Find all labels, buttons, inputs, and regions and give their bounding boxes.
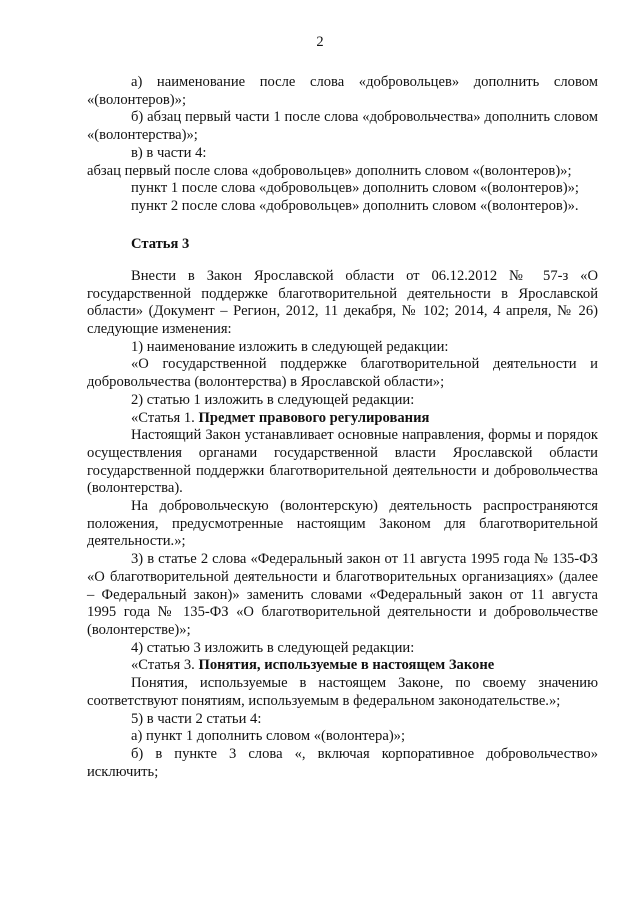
paragraph-item-3: 3) в статье 2 слова «Федеральный закон от 11 августа 1995 года № 135-ФЗ «О благотворительной деятельности и благотворительных организациях» (далее – Федеральный закон)» заменить словами «Федеральный закон от 11 августа 1995 года № 135-ФЗ «О благотворительной деятельности и добровольчестве (волонтерстве)»; (87, 551, 598, 638)
paragraph-item-1: 1) наименование изложить в следующей редакции: (131, 338, 449, 355)
paragraph-amend-a: а) наименование после слова «добровольцев» дополнить словом «(волонтеров)»; (87, 74, 598, 108)
article-3-heading: Статья 3 (131, 235, 190, 252)
paragraph-punkt-2: пункт 2 после слова «добровольцев» дополнить словом «(волонтеров)». (131, 197, 579, 214)
paragraph-article-1-text: Настоящий Закон устанавливает основные направления, формы и порядок осуществления органами государственной власти Ярославской области государственной поддержки благотворительной деятельности и добровольчества (волонтерства). (87, 427, 598, 497)
paragraph-amend-b: б) абзац первый части 1 после слова «добровольчества» дополнить словом «(волонтерства)»; (87, 109, 598, 144)
article-1-name: Предмет правового регулирования (198, 409, 430, 426)
paragraph-item-5: 5) в части 2 статьи 4: (131, 710, 262, 727)
article-3-label: «Статья 3. (131, 657, 199, 674)
paragraph-amend-v: в) в части 4: (131, 144, 207, 161)
paragraph-first-abzac: абзац первый после слова «добровольцев» дополнить словом «(волонтеров)»; (87, 162, 572, 179)
paragraph-item-2: 2) статью 1 изложить в следующей редакции: (131, 391, 415, 408)
document-body (87, 74, 598, 781)
article-1-label: «Статья 1. (131, 409, 199, 426)
paragraph-item-4: 4) статью 3 изложить в следующей редакции: (131, 639, 415, 656)
paragraph-new-title: «О государственной поддержке благотворительной деятельности и добровольчества (волонтерства) в Ярославской области»; (87, 356, 598, 391)
paragraph-article-1-volunteer: На добровольческую (волонтерскую) деятельность распространяются положения, предусмотренные настоящим Законом для благотворительной деятельности.»; (87, 498, 598, 550)
article-1-title (87, 410, 598, 428)
paragraph-article-3-text: Понятия, используемые в настоящем Законе, по своему значению соответствуют понятиям, используемым в федеральном законодательстве.»; (87, 675, 598, 709)
paragraph-item-5-b: б) в пункте 3 слова «, включая корпоративное добровольчество» исключить; (87, 745, 598, 780)
paragraph-punkt-1: пункт 1 после слова «добровольцев» дополнить словом «(волонтеров)»; (131, 180, 579, 197)
paragraph-intro: Внести в Закон Ярославской области от 06.12.2012 № 57-з «О государственной поддержке благотворительной деятельности в Ярославской области» (Документ – Регион, 2012, 11 декабря, № 102; 2014, 4 апреля, № 26) следующие изменения: (87, 267, 598, 338)
paragraph-item-5-a: а) пункт 1 дополнить словом «(волонтера)»; (131, 728, 406, 745)
article-3-title (87, 657, 598, 675)
article-3-name: Понятия, используемые в настоящем Законе (198, 657, 495, 674)
page-number: 2 (316, 34, 324, 50)
